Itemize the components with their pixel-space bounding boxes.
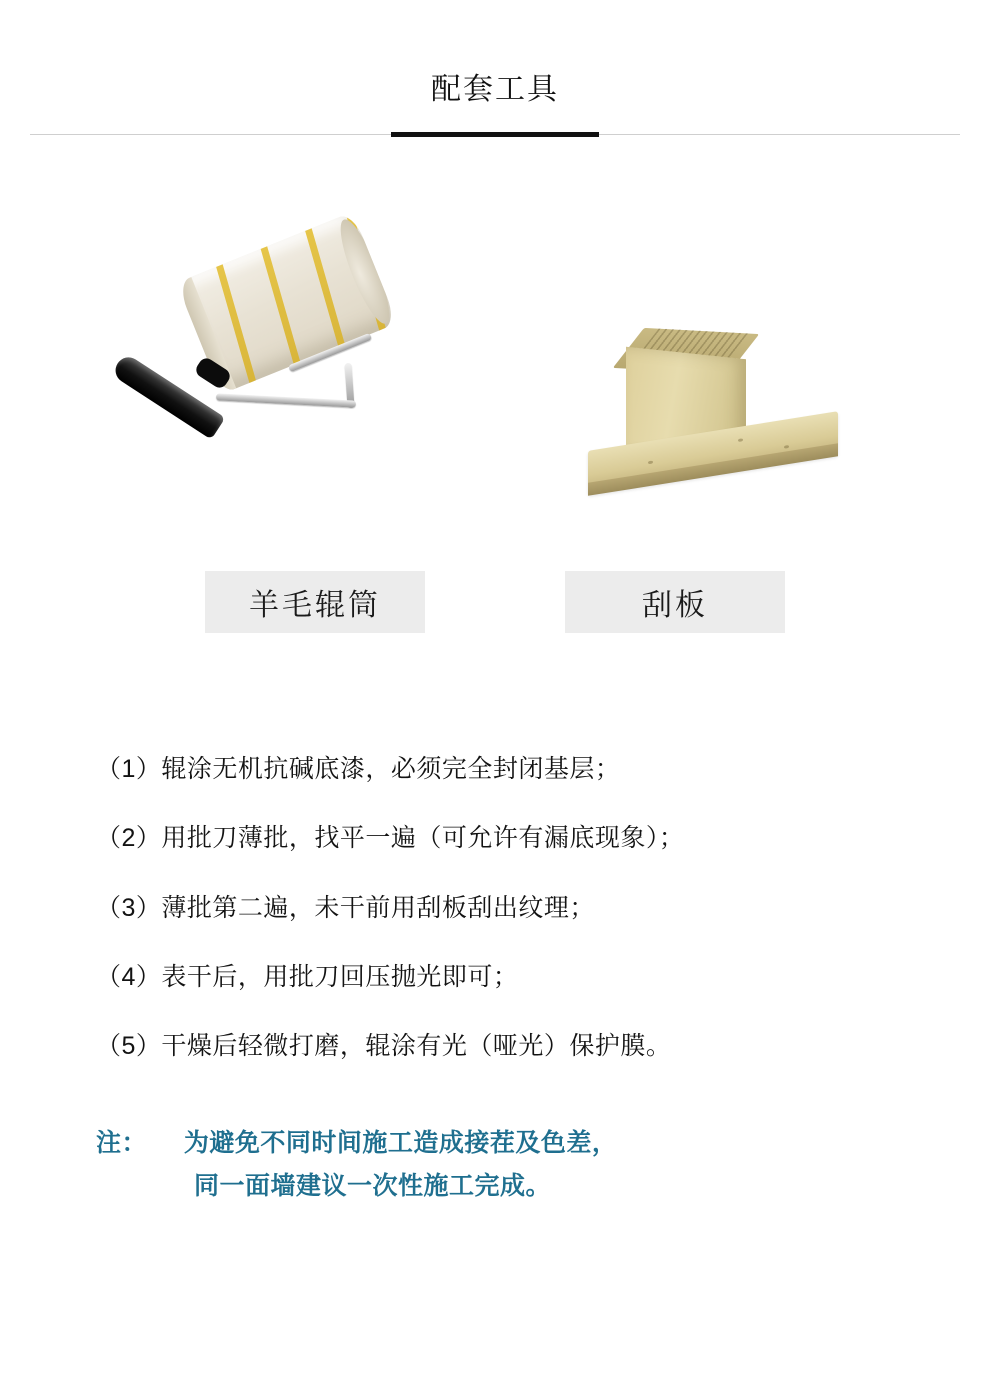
title-divider bbox=[0, 132, 990, 137]
list-item bbox=[96, 890, 894, 926]
note-text-line-2: 同一面墙建议一次性施工完成。 bbox=[194, 1171, 552, 1200]
page-header bbox=[0, 0, 990, 137]
list-item bbox=[96, 959, 894, 995]
note-text-line-1: 为避免不同时间施工造成接茬及色差， bbox=[183, 1129, 618, 1158]
note-first-line bbox=[96, 1122, 894, 1165]
wood-scraper-icon bbox=[580, 235, 880, 525]
step-number: （3） bbox=[96, 893, 162, 922]
step-text: 用批刀薄批，找平一遍（可允许有漏底现象）； bbox=[161, 824, 685, 853]
step-text: 薄批第二遍，未干前用刮板刮出纹理； bbox=[161, 893, 595, 922]
product-caption-row bbox=[0, 571, 990, 633]
scraper-knot bbox=[738, 438, 743, 442]
scraper-knot bbox=[784, 445, 789, 449]
step-number: （1） bbox=[96, 755, 162, 783]
caption-scraper: 刮板 bbox=[565, 571, 785, 633]
list-item bbox=[96, 1028, 894, 1064]
step-number: （2） bbox=[96, 824, 162, 853]
list-item bbox=[96, 820, 894, 856]
note-block bbox=[0, 1122, 990, 1207]
step-text: 干燥后轻微打磨，辊涂有光（哑光）保护膜。 bbox=[161, 1032, 672, 1060]
scraper-knot bbox=[648, 461, 653, 465]
note-label: 注： bbox=[96, 1129, 148, 1158]
product-image-row bbox=[0, 195, 990, 525]
paint-roller-icon bbox=[100, 235, 420, 525]
instruction-list bbox=[0, 751, 990, 1064]
step-number: （5） bbox=[96, 1032, 162, 1060]
product-scraper bbox=[565, 195, 895, 525]
step-text: 表干后，用批刀回压抛光即可； bbox=[161, 962, 519, 991]
step-text: 辊涂无机抗碱底漆，必须完全封闭基层； bbox=[161, 755, 621, 783]
product-roller bbox=[95, 195, 425, 525]
roller-frame-segment bbox=[216, 393, 356, 407]
list-item bbox=[96, 751, 894, 787]
divider-accent-bar bbox=[391, 132, 599, 137]
step-number: （4） bbox=[96, 962, 162, 991]
caption-roller: 羊毛辊筒 bbox=[205, 571, 425, 633]
page-title: 配套工具 bbox=[431, 73, 559, 106]
